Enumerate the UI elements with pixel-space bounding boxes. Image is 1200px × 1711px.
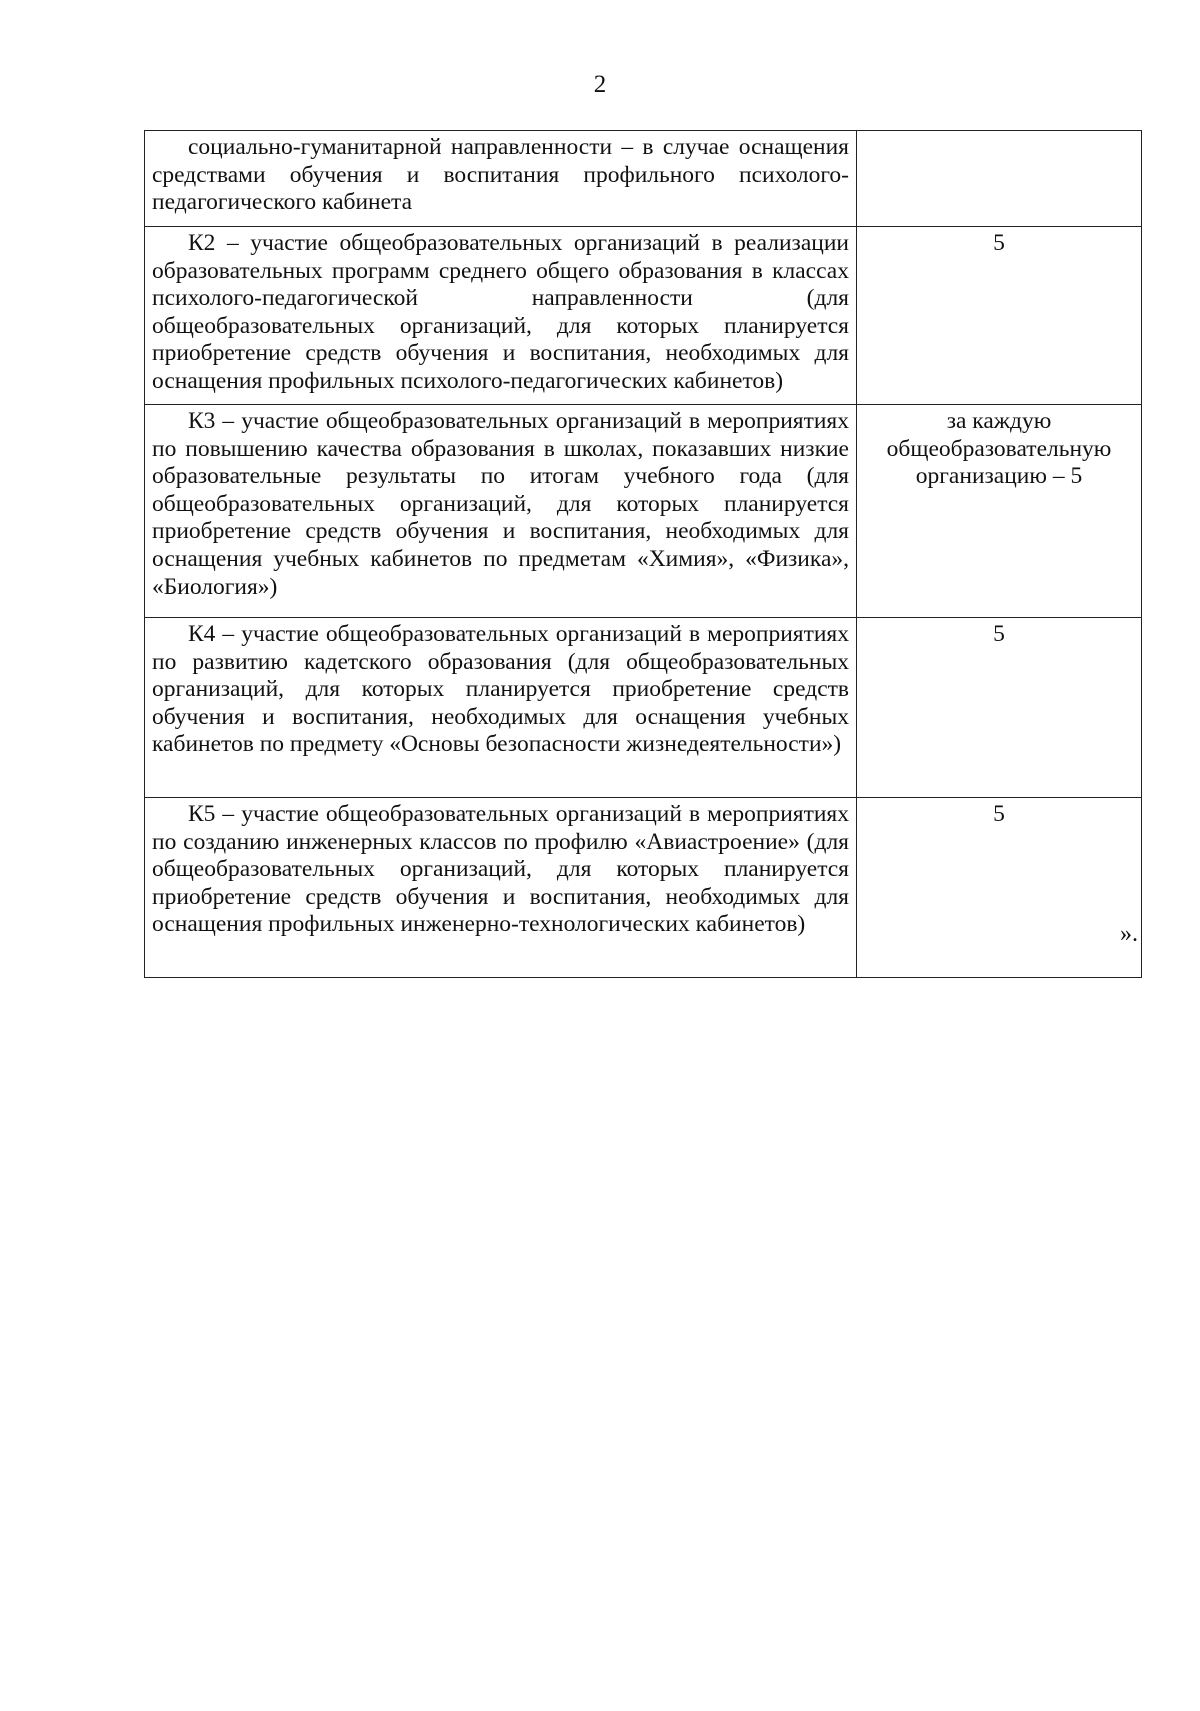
page-number: 2: [593, 71, 607, 98]
criteria-table: [144, 130, 1142, 978]
table-row: [145, 227, 1142, 405]
criterion-value: 5: [857, 798, 1142, 978]
criterion-description-text: К4 – участие общеобразовательных организаций в мероприятиях по развитию кадетского образования (для общеобразовательных организаций, для которых планируется приобретение средств обучения и воспитания, необходимых для оснащения учебных кабинетов по предмету «Основы безопасности жизнедеятельности»): [152, 621, 849, 758]
criterion-value: за каждую общеобразовательную организацию – 5: [857, 405, 1142, 618]
criterion-value: 5: [857, 618, 1142, 798]
criterion-value: [857, 131, 1142, 227]
criterion-description-text: К3 – участие общеобразовательных организаций в мероприятиях по повышению качества образования в школах, показавших низкие образовательные результаты по итогам учебного года (для общеобразовательных организаций, для которых планируется приобретение средств обучения и воспитания, необходимых для оснащения учебных кабинетов по предметам «Химия», «Физика», «Биология»): [152, 408, 849, 600]
criterion-description: [145, 798, 857, 978]
table-row: [145, 618, 1142, 798]
table-row: [145, 798, 1142, 978]
closing-quote-mark: ».: [1120, 921, 1138, 947]
criterion-description: [145, 405, 857, 618]
table-row: [145, 405, 1142, 618]
criterion-value: 5: [857, 227, 1142, 405]
table-row: [145, 131, 1142, 227]
criterion-description: [145, 131, 857, 227]
criterion-description: [145, 227, 857, 405]
criterion-description-text: социально-гуманитарной направленности – в случае оснащения средствами обучения и воспитания профильного психолого-педагогического кабинета: [152, 134, 849, 216]
criterion-description: [145, 618, 857, 798]
criterion-description-text: К5 – участие общеобразовательных организаций в мероприятиях по созданию инженерных классов по профилю «Авиастроение» (для общеобразовательных организаций, для которых планируется приобретение средств обучения и воспитания, необходимых для оснащения профильных инженерно-технологических кабинетов): [152, 801, 849, 938]
criterion-description-text: К2 – участие общеобразовательных организаций в реализации образовательных программ среднего общего образования в классах психолого-педагогической направленности (для общеобразовательных организаций, для которых планируется приобретение средств обучения и воспитания, необходимых для оснащения профильных психолого-педагогических кабинетов): [152, 230, 849, 394]
